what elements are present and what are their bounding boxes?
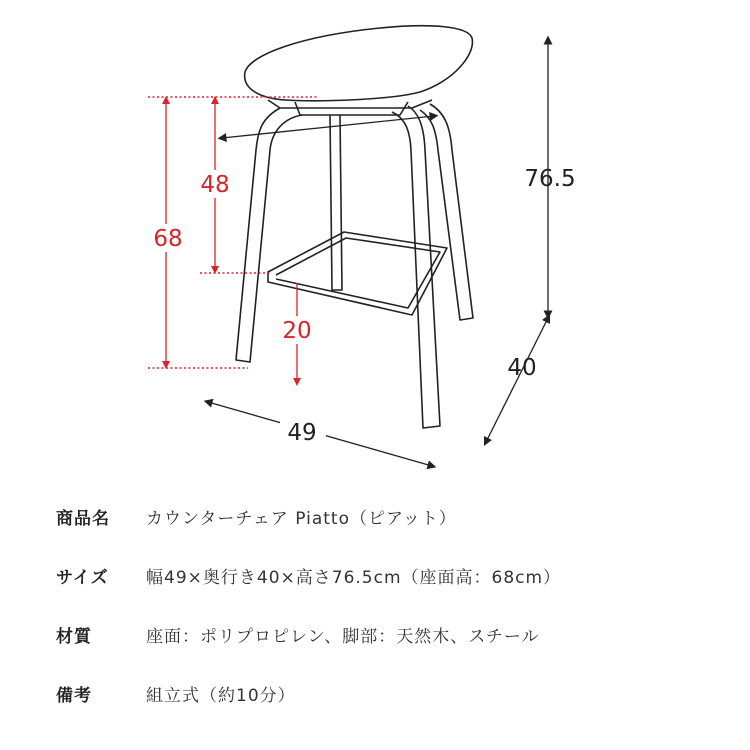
spec-row-notes	[56, 677, 296, 709]
dim-label-40: 40	[507, 355, 537, 381]
spec-label: サイズ	[56, 567, 109, 588]
dim-label-68: 68	[153, 226, 183, 252]
dim-label-48: 48	[200, 172, 230, 198]
spec-row-name	[56, 500, 457, 532]
spec-value: 幅49×奥行き40×高さ76.5cm（座面高：68cm）	[146, 567, 562, 588]
spec-value: 座面：ポリプロピレン、脚部：天然木、スチール	[146, 626, 540, 647]
spec-value: 組立式（約10分）	[146, 685, 296, 706]
dim-label-49: 49	[287, 420, 317, 446]
spec-value: カウンターチェア Piatto（ピアット）	[146, 508, 457, 529]
spec-row-size	[56, 559, 561, 591]
leg-front-right	[392, 106, 440, 428]
footrest	[268, 232, 447, 315]
spec-row-material	[56, 618, 540, 650]
spec-label: 商品名	[56, 508, 110, 529]
dim-label-20: 20	[282, 318, 312, 344]
stool-illustration	[236, 26, 473, 428]
spec-label: 材質	[56, 626, 92, 647]
dim-label-76-5: 76.5	[524, 166, 576, 192]
spec-label: 備考	[56, 685, 92, 706]
seat-shell	[245, 26, 473, 101]
depth-reference-arrow	[222, 116, 434, 138]
leg-back-left	[330, 115, 342, 290]
